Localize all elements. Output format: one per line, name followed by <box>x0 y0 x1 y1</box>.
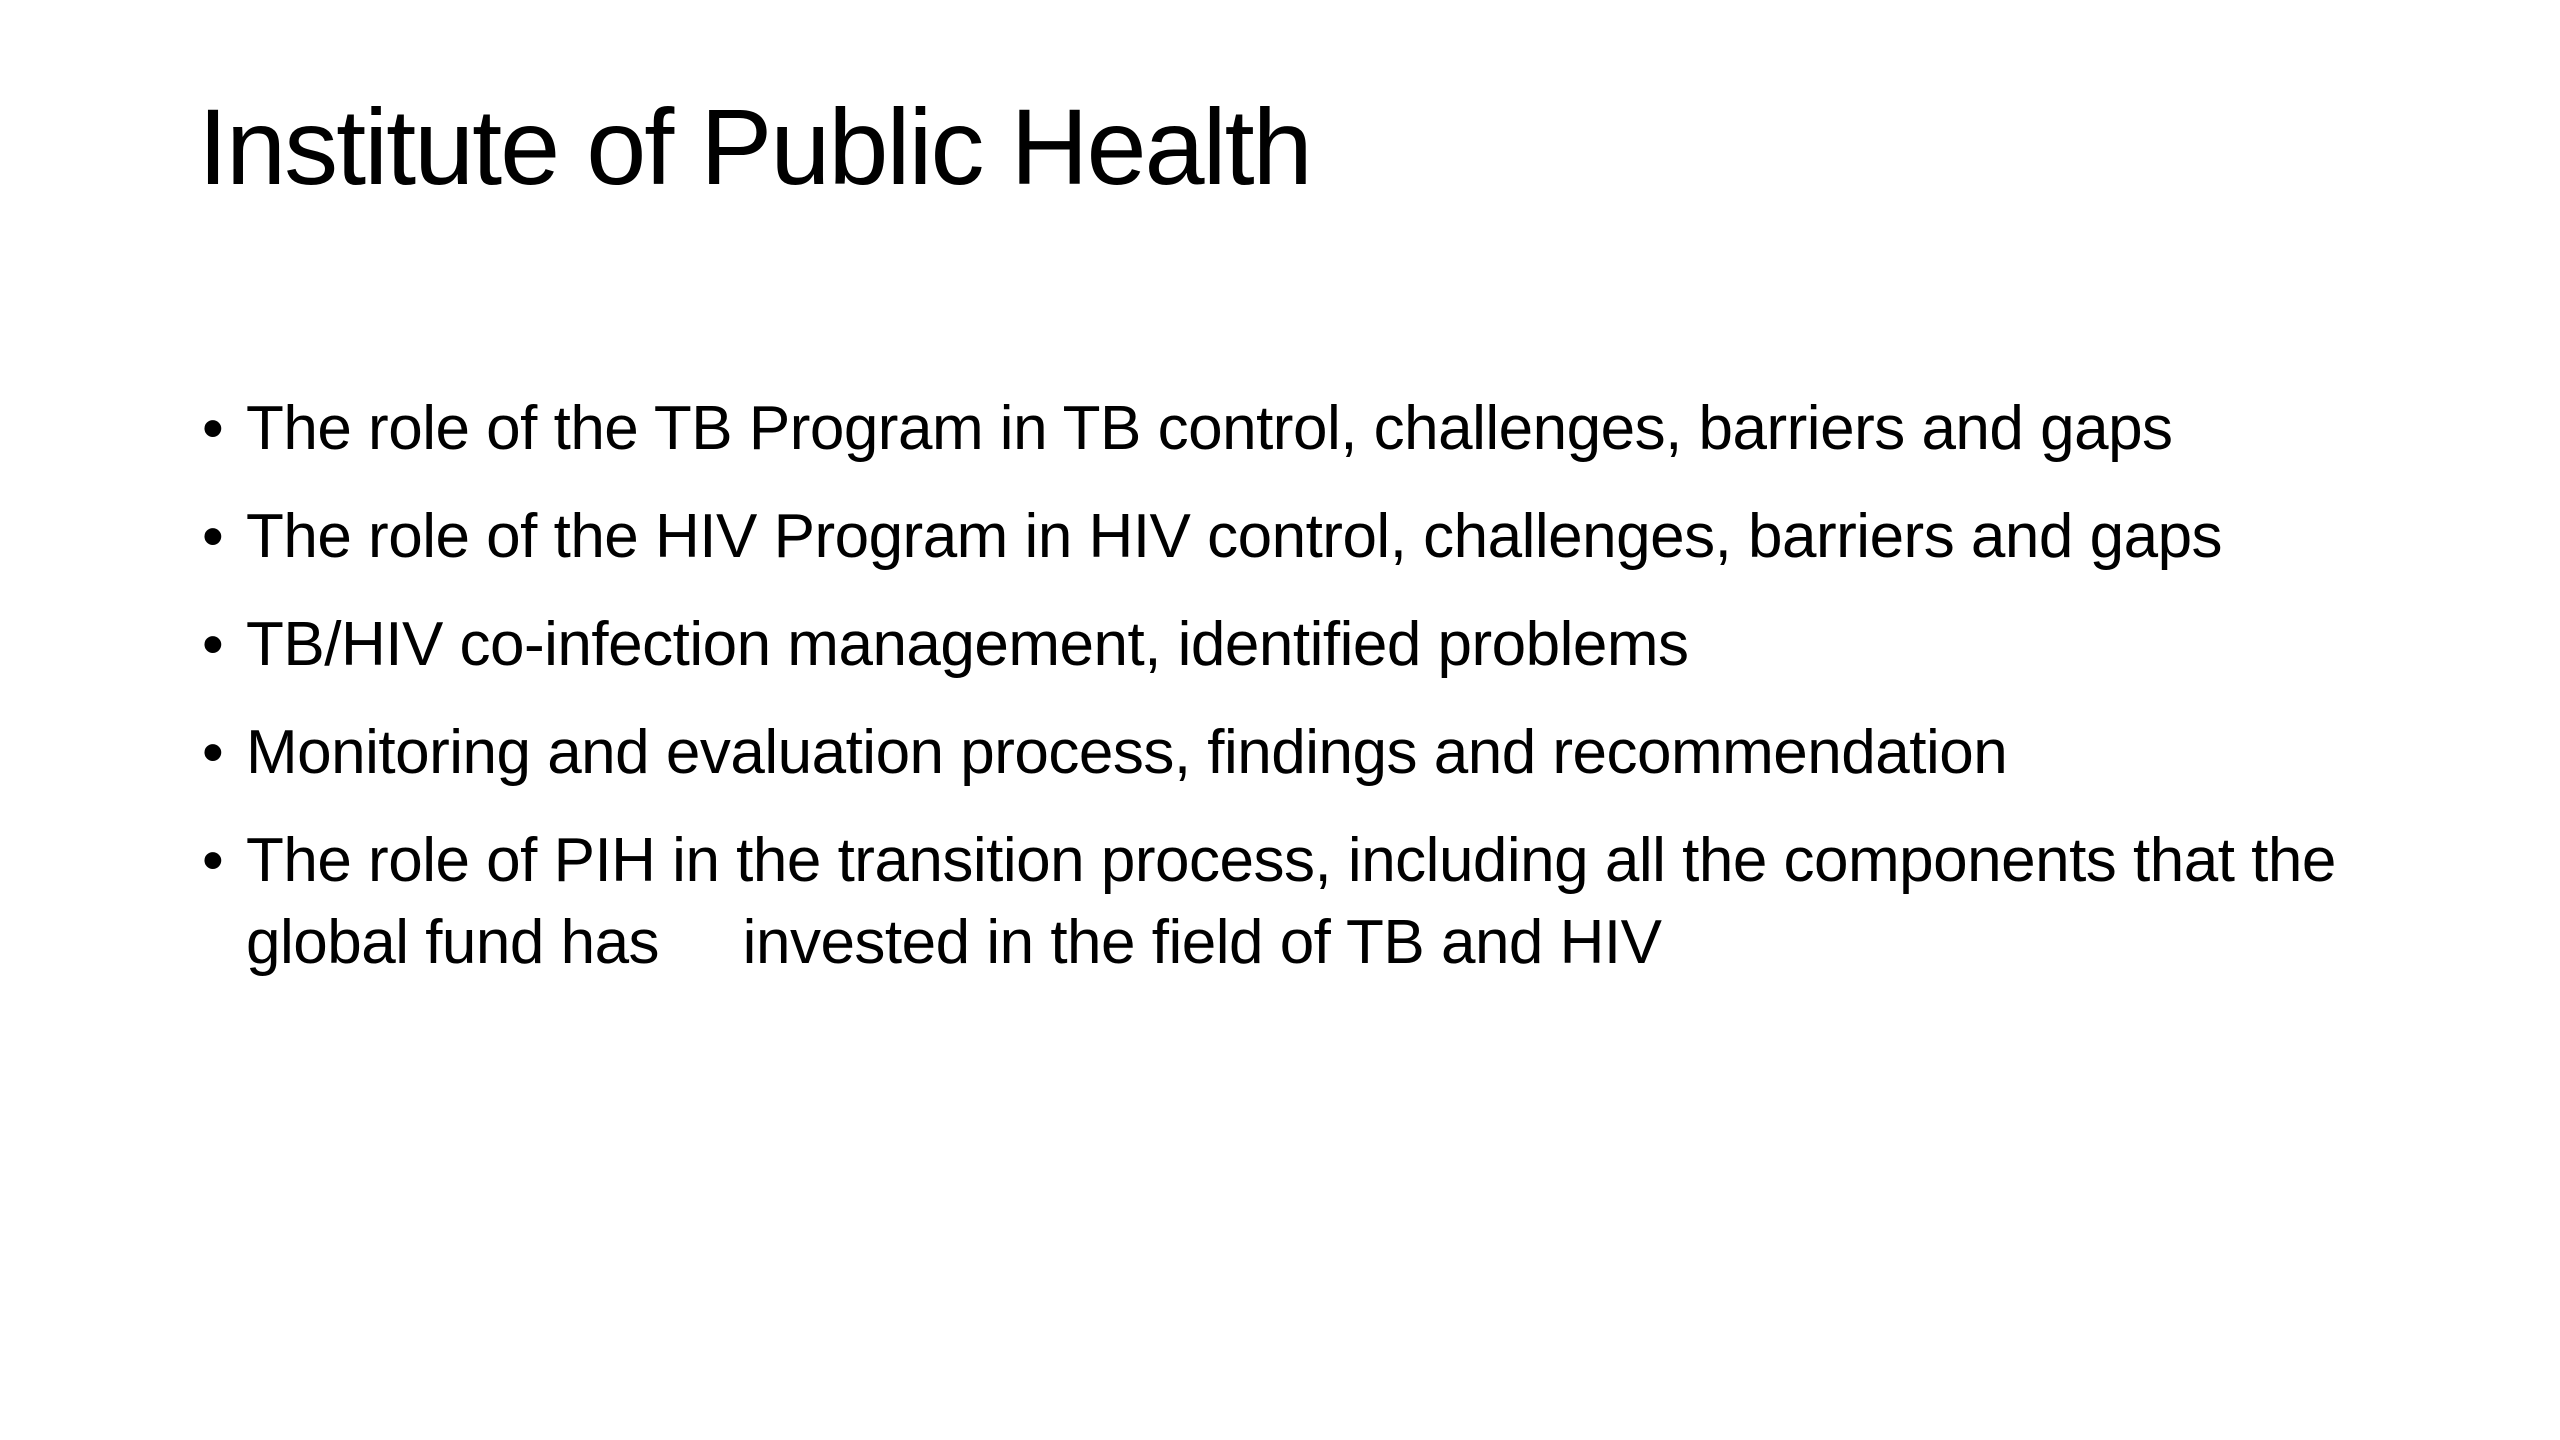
bullet-text: Monitoring and evaluation process, findings and recommendation <box>246 718 2008 787</box>
bullet-text: The role of PIH in the transition process, including all the components that the global fund has invested in the field of TB and HIV <box>246 826 2353 977</box>
list-item <box>198 712 2438 794</box>
list-item <box>198 388 2438 470</box>
slide-title: Institute of Public Health <box>198 86 1311 207</box>
list-item <box>198 496 2438 578</box>
bullet-text: The role of the HIV Program in HIV control, challenges, barriers and gaps <box>246 502 2223 571</box>
bullet-list <box>198 388 2438 1010</box>
list-item <box>198 604 2438 686</box>
bullet-icon: • <box>202 394 224 463</box>
bullet-icon: • <box>202 826 224 895</box>
bullet-text: TB/HIV co-infection management, identified problems <box>246 610 1689 679</box>
bullet-text: The role of the TB Program in TB control, challenges, barriers and gaps <box>246 394 2173 463</box>
list-item <box>198 820 2438 984</box>
bullet-icon: • <box>202 610 224 679</box>
bullet-icon: • <box>202 718 224 787</box>
bullet-icon: • <box>202 502 224 571</box>
